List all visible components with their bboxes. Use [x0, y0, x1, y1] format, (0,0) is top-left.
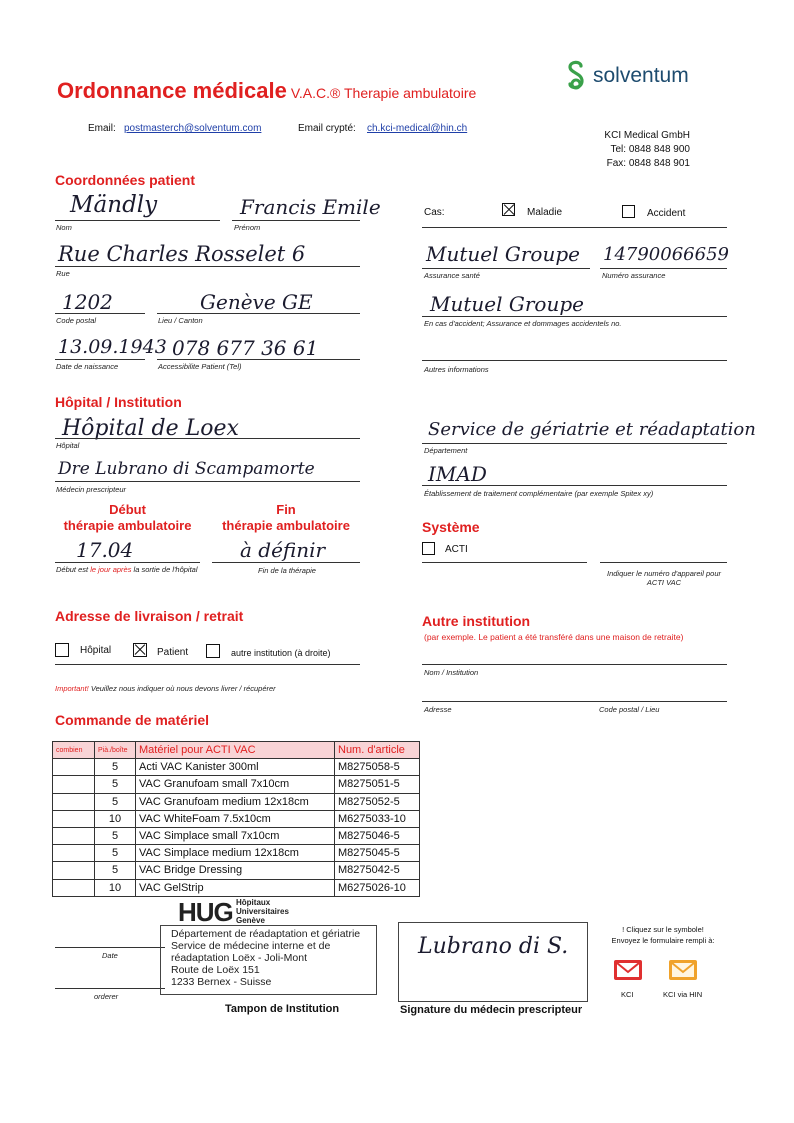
qty-input[interactable] [53, 810, 95, 827]
email-label: Email: [88, 123, 116, 134]
table-row: 5 VAC Simplace medium 12x18cm M8275045-5 [53, 845, 420, 862]
acti-label: ACTI [445, 544, 468, 555]
other-institution-note: (par exemple. Le patient a été transféré dans une maison de retraite) [424, 632, 684, 642]
solventum-logo [565, 60, 689, 92]
numero-assurance-value[interactable]: 14790066659 [603, 244, 729, 265]
send-instructions: ! Cliquez sur le symbole! Envoyez le formulaire rempli à: [611, 925, 715, 945]
qty-input[interactable] [53, 776, 95, 793]
patient-rue-label: Rue [56, 269, 70, 278]
solventum-logo-icon [565, 60, 587, 92]
case-label: Cas: [424, 207, 445, 218]
signature-value: Lubrano di S. [418, 934, 569, 959]
fin-heading: Fin thérapie ambulatoire [222, 502, 350, 533]
etablissement-label: Établissement de traitement complémentaire (par exemple Spitex xy) [424, 489, 654, 498]
brand-name: solventum [593, 64, 689, 87]
delivery-patient-label: Patient [157, 647, 189, 658]
etablissement-value[interactable]: IMAD [428, 462, 487, 486]
accident-checkbox[interactable] [622, 205, 635, 218]
acti-device-note: Indiquer le numéro d'appareil pour ACTI VAC [606, 569, 721, 587]
assurance-value[interactable]: Mutuel Groupe [426, 242, 580, 266]
section-delivery: Adresse de livraison / retrait [55, 608, 244, 624]
col-pieces: Pià./boîte [95, 742, 136, 759]
patient-naissance-value[interactable]: 13.09.1943 [58, 336, 167, 358]
accident-label: Accident [647, 208, 686, 219]
table-row: 5 Acti VAC Kanister 300ml M8275058-5 [53, 759, 420, 776]
patient-code-label: Code postal [56, 316, 97, 325]
form-subtitle: V.A.C.® Therapie ambulatoire [290, 85, 477, 101]
col-materiel: Matériel pour ACTI VAC [136, 742, 335, 759]
patient-prenom-label: Prénom [234, 223, 261, 232]
delivery-autre-label: autre institution (à droite) [231, 648, 331, 658]
medecin-value[interactable]: Dre Lubrano di Scampamorte [58, 459, 315, 479]
table-row: 10 VAC WhiteFoam 7.5x10cm M6275033-10 [53, 810, 420, 827]
hug-logo: HUG [178, 897, 233, 927]
patient-tel-label: Accessibilite Patient (Tel) [158, 362, 242, 371]
maladie-label: Maladie [527, 207, 563, 218]
delivery-important-note: Important! Veuillez nous indiquer où nous devons livrer / récupérer [55, 684, 276, 693]
patient-lieu-label: Lieu / Canton [158, 316, 203, 325]
delivery-autre-checkbox[interactable] [206, 644, 220, 658]
delivery-patient-checkbox[interactable] [133, 643, 147, 657]
fin-label: Fin de la thérapie [258, 566, 316, 575]
form-title: Ordonnance médicale V.A.C.® Therapie ambulatoire [57, 78, 477, 103]
other-code-label: Code postal / Lieu [599, 705, 660, 714]
kci-hin-label: KCI via HIN [663, 990, 703, 999]
debut-value[interactable]: 17.04 [76, 538, 134, 562]
qty-input[interactable] [53, 793, 95, 810]
qty-input[interactable] [53, 879, 95, 896]
patient-code-value[interactable]: 1202 [62, 290, 113, 314]
date-label: Date [102, 951, 118, 960]
patient-nom-value[interactable]: Mändly [70, 192, 158, 218]
qty-input[interactable] [53, 862, 95, 879]
col-combien: combien [53, 742, 95, 759]
col-article: Num. d'article [335, 742, 420, 759]
accident-assurance-label: En cas d'accident; Assurance et dommages accidentels no. [424, 319, 622, 328]
numero-assurance-label: Numéro assurance [602, 271, 666, 280]
table-row: 10 VAC GelStrip M6275026-10 [53, 879, 420, 896]
patient-rue-value[interactable]: Rue Charles Rosselet 6 [58, 242, 306, 266]
patient-naissance-label: Date de naissance [56, 362, 119, 371]
debut-note: Début est le jour après la sortie de l'hôpital [56, 565, 198, 574]
delivery-hopital-checkbox[interactable] [55, 643, 69, 657]
kci-hin-mail-icon[interactable] [668, 957, 698, 983]
orderer-label: orderer [94, 992, 119, 1001]
hopital-label: Hôpital [56, 441, 80, 450]
table-row: 5 VAC Simplace small 7x10cm M8275046-5 [53, 827, 420, 844]
table-header-row [53, 742, 420, 759]
table-row: 5 VAC Bridge Dressing M8275042-5 [53, 862, 420, 879]
accident-assurance-value[interactable]: Mutuel Groupe [430, 292, 584, 316]
email-crypt-link[interactable]: ch.kci-medical@hin.ch [367, 123, 468, 134]
company-info [600, 129, 690, 171]
patient-lieu-value[interactable]: Genève GE [200, 290, 313, 314]
medecin-label: Médecin prescripteur [56, 485, 127, 494]
hopital-value[interactable]: Hôpital de Loex [62, 416, 239, 441]
tampon-label: Tampon de Institution [225, 1003, 340, 1015]
autres-info-label: Autres informations [424, 365, 489, 374]
assurance-label: Assurance santé [424, 271, 480, 280]
email-crypt-label: Email crypté: [298, 123, 356, 134]
section-patient: Coordonnées patient [55, 172, 196, 188]
table-row: 5 VAC Granufoam medium 12x18cm M8275052-5 [53, 793, 420, 810]
departement-label: Département [424, 446, 468, 455]
institution-stamp: Département de réadaptation et gériatrie Service de médecine interne et de réadaptation Loëx - Joli-Mont Route de Loëx 151 1233 Bernex - Suisse [160, 925, 377, 995]
qty-input[interactable] [53, 759, 95, 776]
patient-tel-value[interactable]: 078 677 36 61 [172, 336, 319, 360]
email-link[interactable]: postmasterch@solventum.com [124, 123, 262, 134]
section-system: Système [422, 519, 480, 535]
departement-value[interactable]: Service de gériatrie et réadaptation [428, 419, 756, 440]
patient-nom-label: Nom [56, 223, 72, 232]
company-tel: Tel: 0848 848 900 [610, 144, 690, 155]
table-row: 5 VAC Granufoam small 7x10cm M8275051-5 [53, 776, 420, 793]
fin-value[interactable]: à définir [240, 538, 326, 562]
qty-input[interactable] [53, 845, 95, 862]
other-adresse-label: Adresse [424, 705, 452, 714]
signature-label: Signature du médecin prescripteur [400, 1004, 583, 1016]
kci-label: KCI [621, 990, 634, 999]
patient-prenom-value[interactable]: Francis Emile [240, 195, 381, 219]
maladie-checkbox[interactable] [502, 203, 515, 216]
other-nom-label: Nom / Institution [424, 668, 479, 677]
section-hospital: Hôpital / Institution [55, 394, 182, 410]
qty-input[interactable] [53, 827, 95, 844]
acti-checkbox[interactable] [422, 542, 435, 555]
section-other-institution: Autre institution [422, 613, 531, 629]
company-fax: Fax: 0848 848 901 [606, 158, 690, 169]
delivery-hopital-label: Hôpital [80, 645, 112, 656]
debut-heading: Début thérapie ambulatoire [63, 502, 192, 533]
company-name: KCI Medical GmbH [604, 130, 690, 141]
kci-mail-icon[interactable] [613, 957, 643, 983]
hug-logo-subtitle: Hôpitaux Universitaires Genève [236, 898, 289, 925]
material-table [52, 741, 420, 897]
section-order: Commande de matériel [55, 712, 210, 728]
